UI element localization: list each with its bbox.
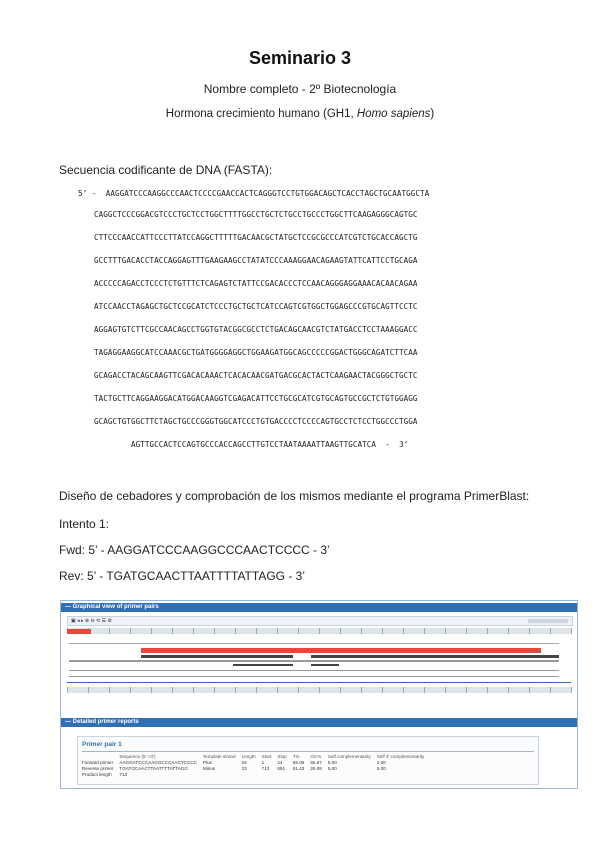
primer-blast-screenshot [60, 600, 578, 789]
ruler-tick [508, 628, 509, 634]
feature-track[interactable] [141, 655, 293, 658]
ruler-tick [361, 687, 362, 693]
ruler-tick [403, 687, 404, 693]
sequence-line: ATCCAACCTAGAGCTGCTCCGCATCTCCCTGCTGCTCATCCAGTCGTGGCTGGAGCCCGTGCAGTTCCTC [94, 302, 418, 311]
region-track [69, 670, 559, 671]
detailed-reports-title: Detailed primer reports [72, 719, 139, 725]
sequence-axis [69, 643, 559, 644]
ruler-tick [466, 687, 467, 693]
graphical-toolbar[interactable] [67, 616, 573, 626]
ruler-tick [487, 687, 488, 693]
ruler-tick [466, 628, 467, 634]
ruler-tick [235, 628, 236, 634]
ruler-tick [529, 687, 530, 693]
primer-report-table [82, 754, 430, 778]
region-track [69, 676, 559, 677]
ruler-tick [550, 687, 551, 693]
ruler-tick [172, 687, 173, 693]
sequence-line: CAGGCTCCCGGACGTCCCTGCTCCTGGCTTTTGGCCTGCTCTGCCTGCCCTGGCTTCAAGAGGGCAGTGC [94, 210, 418, 219]
ruler-tick [424, 628, 425, 634]
ruler-tick [340, 687, 341, 693]
ruler-tick [214, 687, 215, 693]
document-title: Seminario 3 [248, 48, 352, 68]
sequence-heading: Secuencia codificante de DNA (FASTA): [59, 163, 273, 177]
ruler-tick [193, 687, 194, 693]
primer-design-heading: Diseño de cebadores y comprobación de los mismos mediante el programa PrimerBlast: [59, 489, 530, 503]
sequence-line: ACCCCCAGACCTCCCTCTGTTTCTCAGAGTCTATTCCGACACCCTCCAACAGGGAGGAAACACAACAGAA [94, 279, 418, 288]
detailed-reports-header[interactable]: — Detailed primer reports [61, 718, 577, 727]
table-row: Product length 713 [82, 772, 128, 777]
ruler-tick [67, 687, 68, 693]
ruler-tick [382, 687, 383, 693]
ruler-tick [214, 628, 215, 634]
ruler-tick [109, 687, 110, 693]
feature-track[interactable] [311, 655, 559, 658]
ruler-tick [130, 628, 131, 634]
sequence-line: GCAGCTGTGGCTTCTAGCTGCCCGGGTGGCATCCCTGTGACCCCTCCCCAGTGCCTCTCCTGGCCCTGGA [94, 417, 418, 426]
product-track[interactable] [141, 648, 541, 653]
ruler-tick [88, 687, 89, 693]
bottom-ruler [67, 687, 571, 693]
ruler-tick [277, 628, 278, 634]
blue-track [67, 682, 571, 683]
ruler-tick [382, 628, 383, 634]
ruler-tick [151, 628, 152, 634]
ruler-tick [529, 628, 530, 634]
ruler-tick [571, 628, 572, 634]
ruler-tick [277, 687, 278, 693]
ruler-tick [571, 687, 572, 693]
ruler-tick [193, 628, 194, 634]
ruler-tick [319, 628, 320, 634]
ruler-tick [508, 687, 509, 693]
ruler-tick [487, 628, 488, 634]
topic-suffix: ) [430, 108, 435, 120]
sequence-line: TAGAGGAAGGCATCCAAACGCTGATGGGGAGGCTGGAAGATGGCAGCCCCCGGACTGGGCAGATCTTCAA [94, 348, 418, 357]
ruler-tick [445, 687, 446, 693]
ruler-tick [424, 687, 425, 693]
ruler-tick [256, 628, 257, 634]
ruler-tick [340, 628, 341, 634]
ruler-tick [550, 628, 551, 634]
ruler-tick [298, 687, 299, 693]
exon-track[interactable] [233, 664, 293, 666]
graphical-view-title: Graphical view of primer pairs [72, 604, 159, 610]
table-header-row: Sequence (5'->3') Template strand Length Start Stop Tm GC% Self complementarity Self 3' complementarity [119, 754, 425, 759]
card-divider [82, 751, 534, 752]
topic-species: Homo sapiens [356, 108, 431, 120]
ruler-tick [403, 628, 404, 634]
primer-pair-title: Primer pair 1 [82, 741, 122, 748]
topic-prefix: Hormona crecimiento humano (GH1, [165, 108, 357, 120]
ruler-marker [67, 629, 91, 634]
ruler-tick [151, 687, 152, 693]
sequence-line: GCCTTTGACACCTACCAGGAGTTTGAAGAAGCCTATATCCCAAAGGAACAGAAGTATTCATTCCTGCAGA [94, 256, 418, 265]
graphical-view-header[interactable]: — Graphical view of primer pairs [61, 603, 577, 612]
table-row: Reverse primer TGATGCAACTTAATTTTATTAGG Minus 23 713 691 51.43 26.09 5.00 5.00 [82, 766, 386, 771]
top-ruler [67, 628, 571, 634]
ruler-tick [109, 628, 110, 634]
ruler-tick [256, 687, 257, 693]
table-row: Forward primer AAGGATCCCAAGGCCCAACTCCCC Plus 24 1 24 65.06 66.67 5.00 2.00 [82, 760, 386, 765]
topic-line [0, 108, 600, 120]
toolbar-icons: ▣ ◂ ▸ ⊕ ⊖ ⟲ ☰ ⚙ [71, 618, 113, 624]
ruler-tick [361, 628, 362, 634]
ruler-tick [235, 687, 236, 693]
gene-track[interactable] [69, 660, 559, 662]
reverse-primer: Rev: 5’ - TGATGCAACTTAATTTTATTAGG - 3’ [59, 569, 306, 583]
ruler-tick [319, 687, 320, 693]
primer-pair-card [77, 736, 539, 785]
sequence-line: TACTGCTTCAGGAAGGACATGGACAAGGTCGAGACATTCCTGCGCATCGTGCAGTGCCGCTCTGTGGAGG [94, 394, 418, 403]
sequence-line: CTTCCCAACCATTCCCTTATCCAGGCTTTTTGACAACGCTATGCTCCGCGCCCATCGTCTGCACCAGCTG [94, 233, 418, 242]
ruler-tick [445, 628, 446, 634]
forward-primer: Fwd: 5’ - AAGGATCCCAAGGCCCAACTCCCC - 3’ [59, 543, 330, 557]
sequence-line: AGGAGTGTCTTCGCCAACAGCCTGGTGTACGGCGCCTCTGACAGCAACGTCTATGACCTCCTAAAGGACC [94, 325, 418, 334]
sequence-line: AGTTGCCACTCCAGTGCCCACCAGCCTTGTCCTAATAAAATTAAGTTGCATCA - 3’ [131, 440, 409, 449]
sequence-line: GCAGACCTACAGCAAGTTCGACACAAACTCACACAACGATGACGCACTACTCAAGAACTACGGGCTGCTC [94, 371, 418, 380]
ruler-tick [172, 628, 173, 634]
sequence-line: 5’ - AAGGATCCCAAGGCCCAACTCCCCGAACCACTCAGGGTCCTGTGGACAGCTCACCTAGCTGCAATGGCTA [78, 189, 430, 198]
ruler-tick [298, 628, 299, 634]
exon-track[interactable] [311, 664, 339, 666]
ruler-tick [130, 687, 131, 693]
attempt-label: Intento 1: [59, 517, 110, 531]
toolbar-tools[interactable] [528, 619, 568, 623]
author-line: Nombre completo - 2º Biotecnología [203, 82, 397, 96]
